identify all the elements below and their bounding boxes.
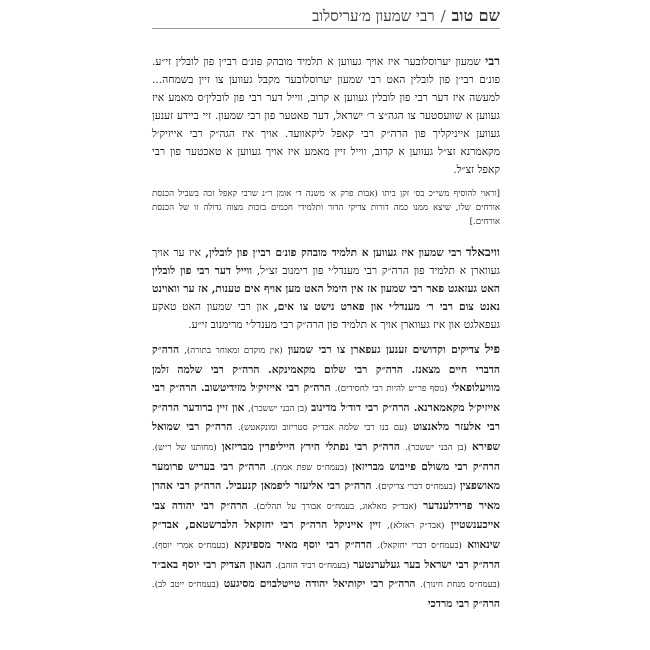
book-title: שם טוב (451, 6, 500, 25)
source-note: [וראוי להוסיף משי״כ בס׳ זקן ביתו (אבות פרק א׳ משנה ד׳ אומן ר״נ שרבי קאפל זכה בשביל הכנסת אורחים שלו, שיצא ממנו כמה דורות צדיקי הדור ותלמידי חכמים בזכות מצוה גדולה זו של הכנסת אורחים.] (152, 189, 500, 227)
p3-note-8: (בעמח״ס דברי צדיקים). (375, 482, 457, 493)
p3-note-6: (מחותנו של ר״ש). (152, 442, 217, 453)
p3-text-2: הרה״ק הדברי חיים מצאנז. הרה״ק רבי שלום מקאמינקא. הרה״ק רבי שלמה זלמן מוויעלופאלי (152, 344, 500, 395)
p3-text-6: הרה״ק רבי נפתלי הירץ הייליפרין מבריזאן (221, 440, 400, 453)
p3-note-4: (עם בנו רבי שלמה אבד״ק סטריזוב ומונקאטש). (237, 423, 408, 434)
p3-note-13: (בעמח״ס רביד הזהב). (275, 560, 350, 571)
p3-text-15: הרה״ק רבי יקותיאל יהודה טייטלבוים מסיגעט (223, 578, 416, 591)
paragraph-1-lead-word: רבי (485, 54, 500, 68)
p3-note-10: (אבד״ק ראזלא), (387, 521, 445, 532)
p3-text-12: הרה״ק רבי יוסף מאיר מספינקא (234, 538, 372, 551)
p3-text-5: הרה״ק רבי שמואל שפירא (152, 421, 500, 453)
paragraph-2-lead-word: וויבאלד (465, 245, 500, 259)
paragraph-2-part-1: רבי שמעון איז געווען א תלמיד מובהק פונ׳ם רבי׳ן פון לובלין, (205, 247, 462, 259)
p3-note-5: (בן הבני יששכר). (405, 442, 467, 453)
paragraph-2-part-4: און רבי שמעון האט טאקע געפאלגט און איז געווארן אויך א תלמיד פון הרה״ק רבי מענדל׳י מרימנוב זי״ע. (152, 301, 500, 331)
p3-text-16: הרה״ק רבי מרדכי (427, 597, 500, 610)
p3-text-3: הרה״ק רבי אייזיק׳ל מזידיטשוב. הרה״ק רבי אייזיק׳ל מקאמארנא. הרה״ק רבי דוד׳ל מדינוב (152, 382, 500, 414)
p3-note-11: (בעמח״ס דברי יחזקאל). (377, 540, 462, 551)
p3-text-11: זיין אייניקל הרה״ק רבי יחזקאל הלברשטאם, אבד״ק שינאווא (152, 519, 501, 551)
paragraph-3-lead-word: פיל (484, 342, 500, 356)
p3-text-8: הרה״ק רבי בעריש פרומער מאושפצין (152, 460, 501, 493)
p3-note-2: (נוסף פר״ש להיות רבי לחסידים). (334, 384, 448, 395)
paragraph-3 (152, 340, 500, 613)
paragraph-2 (152, 243, 500, 334)
p3-note-3: (בן הבני יששכר), (248, 403, 308, 414)
p3-text-4: און זיין ברודער הרה״ק רבי אלעזר מלאנצוט (152, 401, 500, 434)
p3-text-10: הרה״ק רבי יהודה צבי אייכענשטיין (152, 499, 500, 532)
p3-note-14: (בעמח״ס מנחת חינוך). (420, 580, 500, 591)
p3-note-7: (בעמח״ס שפת אמת). (270, 462, 348, 473)
paragraph-2-part-3: ווייל דער רבי פון לובלין האט געזאגט פאר רבי שמעון אז אין הימל האט מען אויף אים טענות, אז ער וואוינט נאנט צום רבי ר׳ מענדל׳י און פארט נישט צו אים, (152, 265, 501, 313)
paragraph-2-part-2: איז ער אויך געווארן א תלמיד פון הרה״ק רבי מענדל׳י פון רימנוב זצ״ל, (152, 247, 500, 277)
p3-note-9: (אבד״ק מאלאוג, בעמח״ס אבורך על תהלים). (253, 501, 417, 512)
header-separator: / (440, 7, 446, 25)
p3-text-1: צדיקים וקדושים זענען געפארן צו רבי שמעון (287, 344, 480, 356)
p3-text-14: הגאון הצדיק רבי יוסף באב״ד (152, 558, 272, 571)
p3-text-7: הרה״ק רבי משולם פייבוש מבריזאן (352, 460, 500, 473)
paragraph-1 (152, 52, 500, 179)
chapter-title: רבי שמעון מ׳עריסלוב (312, 7, 435, 25)
p3-note-12: (בעמח״ס אמרי יוסף). (152, 540, 229, 551)
p3-note-1: (אין מוקדם ומאוחר בתורה), (184, 346, 283, 356)
body-text (152, 52, 500, 619)
paragraph-1-text: שמעון יערוסלובער איז אויך געווען א תלמיד מובהק פונ׳ם רבי׳ן פון לובלין זי״ע. פונ׳ם רבי׳ן פון לובלין האט רבי שמעון יערוסלובער מקבל געווען צו זיין בשמחה... למעשה איז דער רבי פון לובלין געווען א קרוב, ווייל דער רבי פון לובלין׳ס מאמע איז געווען א שוועסטער צו הגה״צ ר׳ ישראל, דער פאטער פון רבי שמעון. זיי ביידע זענען געווען אייניקליך פון הרה״ק רבי קאפל ליקאוועד. אויך איז הגה״ק רבי אייזיק׳ל מקאמרנא זצ״ל געווען א קרוב, ווייל זיין מאמע איז אויך געווען א טאכטער פון רבי קאפל זצ״ל. (152, 56, 500, 176)
p3-text-9: הרה״ק רבי אליעזר ליפמאן קנעביל. הרה״ק רבי אהרן מאיר פרידלענדער (152, 480, 500, 512)
running-header (152, 6, 500, 26)
p3-text-13: הרה״ק רבי ישראל בער געלערנטער (353, 558, 500, 571)
header-divider (152, 28, 500, 29)
p3-note-15: (בעמח״ס ייטב לב). (152, 580, 219, 591)
